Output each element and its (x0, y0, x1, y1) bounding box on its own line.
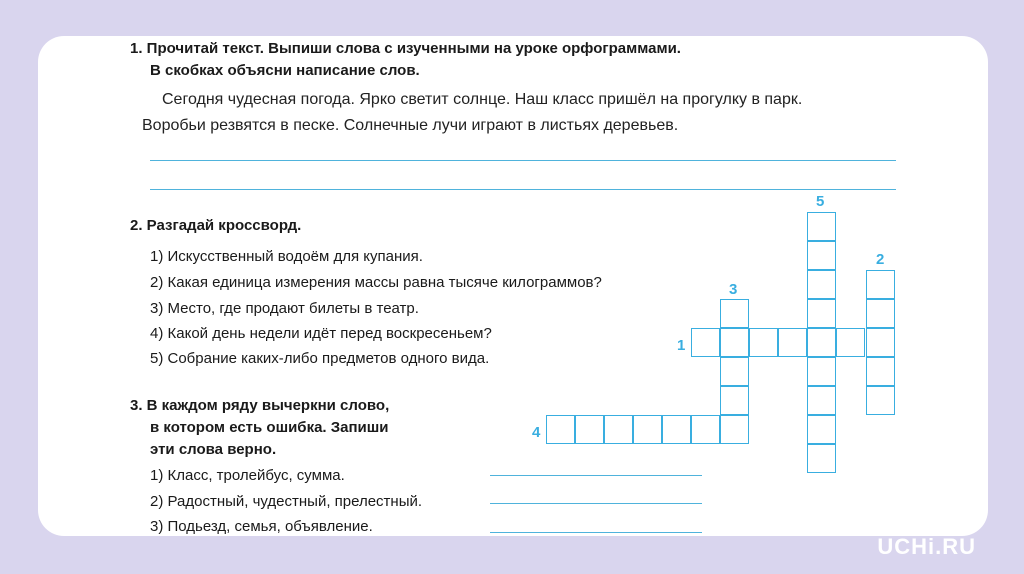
answer-line[interactable] (150, 160, 896, 161)
crossword-cell[interactable] (866, 299, 895, 328)
crossword-cell[interactable] (749, 328, 778, 357)
crossword-cell[interactable] (807, 357, 836, 386)
clue-5: 5) Собрание каких-либо предметов одного вида. (150, 350, 490, 367)
crossword-cell[interactable] (866, 328, 895, 357)
crossword-number-3: 3 (729, 281, 738, 298)
task1-heading-line2: В скобках объясни написание слов. (150, 62, 420, 79)
crossword-cell[interactable] (662, 415, 691, 444)
task2-heading: 2. Разгадай кроссворд. (130, 217, 302, 234)
watermark-logo: UCHi.RU (877, 534, 976, 559)
task1-text-line2: Воробьи резвятся в песке. Солнечные лучи играют в листьях деревьев. (142, 117, 679, 134)
crossword-cell[interactable] (807, 386, 836, 415)
task3-row-3: 3) Подьезд, семья, объявление. (150, 518, 373, 535)
clue-2: 2) Какая единица измерения массы равна тысяче килограммов? (150, 274, 602, 291)
answer-line[interactable] (490, 475, 702, 476)
crossword-cell[interactable] (807, 328, 836, 357)
task3-heading-line1: 3. В каждом ряду вычеркни слово, (130, 397, 390, 414)
crossword-cell[interactable] (720, 299, 749, 328)
task3-row-1: 1) Класс, тролейбус, сумма. (150, 467, 345, 484)
crossword-cell[interactable] (720, 357, 749, 386)
task3-row-2: 2) Радостный, чудестный, прелестный. (150, 493, 423, 510)
crossword-cell[interactable] (720, 415, 749, 444)
crossword-cell[interactable] (866, 357, 895, 386)
clue-1: 1) Искусственный водоём для купания. (150, 248, 423, 265)
crossword-cell[interactable] (546, 415, 575, 444)
crossword-cell[interactable] (691, 328, 720, 357)
crossword-cell[interactable] (807, 212, 836, 241)
task1-heading-line1: 1. Прочитай текст. Выпиши слова с изученными на уроке орфограммами. (130, 40, 681, 57)
crossword-number-4: 4 (532, 424, 541, 441)
clue-3: 3) Место, где продают билеты в театр. (150, 300, 419, 317)
crossword-cell[interactable] (807, 444, 836, 473)
clue-4: 4) Какой день недели идёт перед воскресеньем? (150, 325, 492, 342)
answer-line[interactable] (490, 503, 702, 504)
answer-line[interactable] (150, 189, 896, 190)
task1-text-line1: Сегодня чудесная погода. Ярко светит солнце. Наш класс пришёл на прогулку в парк. (162, 91, 803, 108)
crossword-number-1: 1 (677, 337, 686, 354)
crossword-cell[interactable] (575, 415, 604, 444)
crossword-cell[interactable] (604, 415, 633, 444)
crossword-cell[interactable] (633, 415, 662, 444)
task3-heading-line3: эти слова верно. (150, 441, 277, 458)
answer-line[interactable] (490, 532, 702, 533)
crossword-cell[interactable] (807, 241, 836, 270)
task3-heading-line2: в котором есть ошибка. Запиши (150, 419, 389, 436)
crossword-cell[interactable] (720, 386, 749, 415)
crossword-cell[interactable] (807, 415, 836, 444)
crossword-cell[interactable] (691, 415, 720, 444)
crossword-cell[interactable] (720, 328, 749, 357)
crossword-cell[interactable] (866, 386, 895, 415)
crossword-cell[interactable] (866, 270, 895, 299)
crossword-cell[interactable] (807, 299, 836, 328)
crossword-number-5: 5 (816, 193, 825, 210)
crossword-cell[interactable] (778, 328, 807, 357)
crossword-cell[interactable] (807, 270, 836, 299)
crossword-number-2: 2 (876, 251, 885, 268)
crossword-cell[interactable] (836, 328, 865, 357)
